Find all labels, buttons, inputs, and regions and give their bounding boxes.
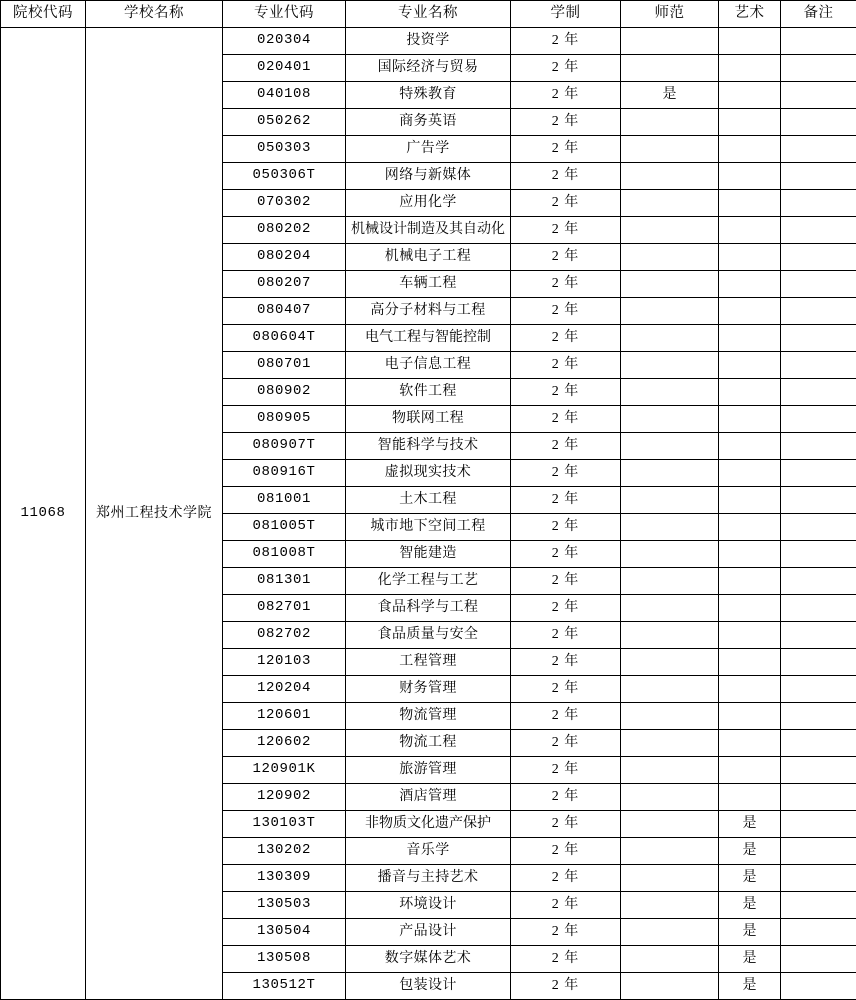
major-name-cell: 城市地下空间工程 [346,514,511,541]
normal-mark-cell [621,460,719,487]
remark-cell [781,649,856,676]
art-mark-cell [719,163,781,190]
art-mark-cell: 是 [719,865,781,892]
art-mark-cell [719,28,781,55]
column-header-major-name: 专业名称 [346,1,511,28]
remark-cell [781,379,856,406]
remark-cell [781,973,856,1000]
remark-cell [781,730,856,757]
art-mark-cell [719,460,781,487]
duration-cell: 2 年 [511,55,621,82]
major-code-cell: 120902 [223,784,346,811]
art-mark-cell: 是 [719,919,781,946]
art-mark-cell [719,757,781,784]
remark-cell [781,865,856,892]
remark-cell [781,433,856,460]
major-name-cell: 财务管理 [346,676,511,703]
remark-cell [781,514,856,541]
duration-cell: 2 年 [511,217,621,244]
column-header-duration: 学制 [511,1,621,28]
duration-cell: 2 年 [511,676,621,703]
duration-cell: 2 年 [511,298,621,325]
major-name-cell: 机械设计制造及其自动化 [346,217,511,244]
major-code-cell: 130512T [223,973,346,1000]
art-mark-cell [719,730,781,757]
normal-mark-cell [621,514,719,541]
normal-mark-cell [621,730,719,757]
major-name-cell: 化学工程与工艺 [346,568,511,595]
major-code-cell: 081301 [223,568,346,595]
art-mark-cell [719,271,781,298]
normal-mark-cell [621,541,719,568]
major-code-cell: 081001 [223,487,346,514]
duration-cell: 2 年 [511,352,621,379]
duration-cell: 2 年 [511,82,621,109]
major-code-cell: 050306T [223,163,346,190]
remark-cell [781,703,856,730]
normal-mark-cell [621,109,719,136]
major-name-cell: 播音与主持艺术 [346,865,511,892]
art-mark-cell: 是 [719,838,781,865]
remark-cell [781,298,856,325]
remark-cell [781,82,856,109]
duration-cell: 2 年 [511,514,621,541]
major-name-cell: 智能建造 [346,541,511,568]
normal-mark-cell [621,595,719,622]
normal-mark-cell [621,136,719,163]
normal-mark-cell [621,622,719,649]
column-header-remark: 备注 [781,1,856,28]
duration-cell: 2 年 [511,595,621,622]
duration-cell: 2 年 [511,325,621,352]
remark-cell [781,568,856,595]
major-code-cell: 081005T [223,514,346,541]
major-name-cell: 食品质量与安全 [346,622,511,649]
duration-cell: 2 年 [511,973,621,1000]
normal-mark-cell [621,190,719,217]
major-code-cell: 080604T [223,325,346,352]
remark-cell [781,622,856,649]
major-name-cell: 虚拟现实技术 [346,460,511,487]
major-name-cell: 环境设计 [346,892,511,919]
duration-cell: 2 年 [511,811,621,838]
major-code-cell: 130508 [223,946,346,973]
normal-mark-cell: 是 [621,82,719,109]
major-code-cell: 120602 [223,730,346,757]
major-name-cell: 工程管理 [346,649,511,676]
major-code-cell: 080207 [223,271,346,298]
art-mark-cell [719,406,781,433]
normal-mark-cell [621,352,719,379]
normal-mark-cell [621,811,719,838]
art-mark-cell [719,352,781,379]
major-code-cell: 040108 [223,82,346,109]
remark-cell [781,676,856,703]
major-code-cell: 130103T [223,811,346,838]
duration-cell: 2 年 [511,271,621,298]
major-name-cell: 投资学 [346,28,511,55]
normal-mark-cell [621,271,719,298]
duration-cell: 2 年 [511,730,621,757]
duration-cell: 2 年 [511,919,621,946]
major-name-cell: 应用化学 [346,190,511,217]
major-name-cell: 物流管理 [346,703,511,730]
art-mark-cell [719,541,781,568]
remark-cell [781,28,856,55]
art-mark-cell [719,649,781,676]
remark-cell [781,244,856,271]
remark-cell [781,757,856,784]
remark-cell [781,487,856,514]
remark-cell [781,190,856,217]
art-mark-cell: 是 [719,973,781,1000]
art-mark-cell [719,217,781,244]
normal-mark-cell [621,649,719,676]
remark-cell [781,784,856,811]
major-name-cell: 旅游管理 [346,757,511,784]
duration-cell: 2 年 [511,703,621,730]
art-mark-cell [719,82,781,109]
duration-cell: 2 年 [511,136,621,163]
major-code-cell: 130202 [223,838,346,865]
normal-mark-cell [621,28,719,55]
normal-mark-cell [621,487,719,514]
remark-cell [781,352,856,379]
major-code-cell: 080407 [223,298,346,325]
normal-mark-cell [621,325,719,352]
normal-mark-cell [621,406,719,433]
remark-cell [781,919,856,946]
major-name-cell: 物流工程 [346,730,511,757]
duration-cell: 2 年 [511,946,621,973]
remark-cell [781,217,856,244]
major-code-cell: 020401 [223,55,346,82]
art-mark-cell [719,379,781,406]
column-header-major-code: 专业代码 [223,1,346,28]
column-header-school-name: 学校名称 [86,1,223,28]
art-mark-cell [719,244,781,271]
normal-mark-cell [621,865,719,892]
remark-cell [781,595,856,622]
major-code-cell: 070302 [223,190,346,217]
major-name-cell: 包装设计 [346,973,511,1000]
major-code-cell: 120103 [223,649,346,676]
duration-cell: 2 年 [511,622,621,649]
remark-cell [781,541,856,568]
art-mark-cell [719,568,781,595]
major-name-cell: 车辆工程 [346,271,511,298]
duration-cell: 2 年 [511,28,621,55]
duration-cell: 2 年 [511,649,621,676]
art-mark-cell [719,190,781,217]
art-mark-cell [719,55,781,82]
remark-cell [781,946,856,973]
duration-cell: 2 年 [511,568,621,595]
art-mark-cell: 是 [719,811,781,838]
art-mark-cell [719,109,781,136]
major-code-cell: 120601 [223,703,346,730]
duration-cell: 2 年 [511,784,621,811]
major-name-cell: 智能科学与技术 [346,433,511,460]
remark-cell [781,406,856,433]
school-name-cell: 郑州工程技术学院 [86,28,223,1000]
remark-cell [781,136,856,163]
remark-cell [781,811,856,838]
duration-cell: 2 年 [511,190,621,217]
remark-cell [781,163,856,190]
duration-cell: 2 年 [511,433,621,460]
duration-cell: 2 年 [511,892,621,919]
major-name-cell: 广告学 [346,136,511,163]
major-code-cell: 020304 [223,28,346,55]
major-code-cell: 082701 [223,595,346,622]
duration-cell: 2 年 [511,487,621,514]
normal-mark-cell [621,298,719,325]
duration-cell: 2 年 [511,541,621,568]
major-code-cell: 080902 [223,379,346,406]
normal-mark-cell [621,703,719,730]
column-header-school-code: 院校代码 [1,1,86,28]
duration-cell: 2 年 [511,460,621,487]
remark-cell [781,838,856,865]
art-mark-cell: 是 [719,892,781,919]
major-name-cell: 电气工程与智能控制 [346,325,511,352]
remark-cell [781,55,856,82]
major-code-cell: 080907T [223,433,346,460]
normal-mark-cell [621,946,719,973]
major-name-cell: 土木工程 [346,487,511,514]
major-name-cell: 特殊教育 [346,82,511,109]
normal-mark-cell [621,244,719,271]
major-code-cell: 120204 [223,676,346,703]
column-header-normal: 师范 [621,1,719,28]
major-code-cell: 080905 [223,406,346,433]
major-code-cell: 130309 [223,865,346,892]
school-code-cell: 11068 [1,28,86,1000]
major-name-cell: 酒店管理 [346,784,511,811]
major-name-cell: 物联网工程 [346,406,511,433]
major-code-cell: 082702 [223,622,346,649]
art-mark-cell [719,514,781,541]
normal-mark-cell [621,838,719,865]
duration-cell: 2 年 [511,163,621,190]
duration-cell: 2 年 [511,244,621,271]
art-mark-cell [719,595,781,622]
major-code-cell: 050262 [223,109,346,136]
remark-cell [781,325,856,352]
remark-cell [781,892,856,919]
major-code-cell: 081008T [223,541,346,568]
major-code-cell: 130504 [223,919,346,946]
normal-mark-cell [621,217,719,244]
duration-cell: 2 年 [511,757,621,784]
major-name-cell: 数字媒体艺术 [346,946,511,973]
major-code-cell: 080204 [223,244,346,271]
duration-cell: 2 年 [511,406,621,433]
art-mark-cell [719,298,781,325]
table-body [1,28,856,1000]
major-code-cell: 080202 [223,217,346,244]
normal-mark-cell [621,757,719,784]
normal-mark-cell [621,433,719,460]
table-row [1,28,856,55]
remark-cell [781,460,856,487]
major-name-cell: 非物质文化遗产保护 [346,811,511,838]
art-mark-cell: 是 [719,946,781,973]
major-name-cell: 国际经济与贸易 [346,55,511,82]
duration-cell: 2 年 [511,838,621,865]
major-code-cell: 130503 [223,892,346,919]
duration-cell: 2 年 [511,109,621,136]
normal-mark-cell [621,676,719,703]
major-code-cell: 050303 [223,136,346,163]
normal-mark-cell [621,919,719,946]
art-mark-cell [719,784,781,811]
normal-mark-cell [621,568,719,595]
major-name-cell: 机械电子工程 [346,244,511,271]
major-name-cell: 产品设计 [346,919,511,946]
duration-cell: 2 年 [511,865,621,892]
remark-cell [781,271,856,298]
major-name-cell: 食品科学与工程 [346,595,511,622]
art-mark-cell [719,487,781,514]
major-code-cell: 080916T [223,460,346,487]
major-code-cell: 080701 [223,352,346,379]
major-name-cell: 软件工程 [346,379,511,406]
major-name-cell: 商务英语 [346,109,511,136]
normal-mark-cell [621,55,719,82]
art-mark-cell [719,676,781,703]
art-mark-cell [719,433,781,460]
normal-mark-cell [621,973,719,1000]
normal-mark-cell [621,892,719,919]
art-mark-cell [719,325,781,352]
art-mark-cell [719,703,781,730]
normal-mark-cell [621,784,719,811]
major-code-cell: 120901K [223,757,346,784]
normal-mark-cell [621,163,719,190]
normal-mark-cell [621,379,719,406]
major-name-cell: 高分子材料与工程 [346,298,511,325]
table-header-row [1,1,856,28]
major-name-cell: 音乐学 [346,838,511,865]
column-header-art: 艺术 [719,1,781,28]
art-mark-cell [719,622,781,649]
duration-cell: 2 年 [511,379,621,406]
major-name-cell: 网络与新媒体 [346,163,511,190]
art-mark-cell [719,136,781,163]
remark-cell [781,109,856,136]
major-name-cell: 电子信息工程 [346,352,511,379]
